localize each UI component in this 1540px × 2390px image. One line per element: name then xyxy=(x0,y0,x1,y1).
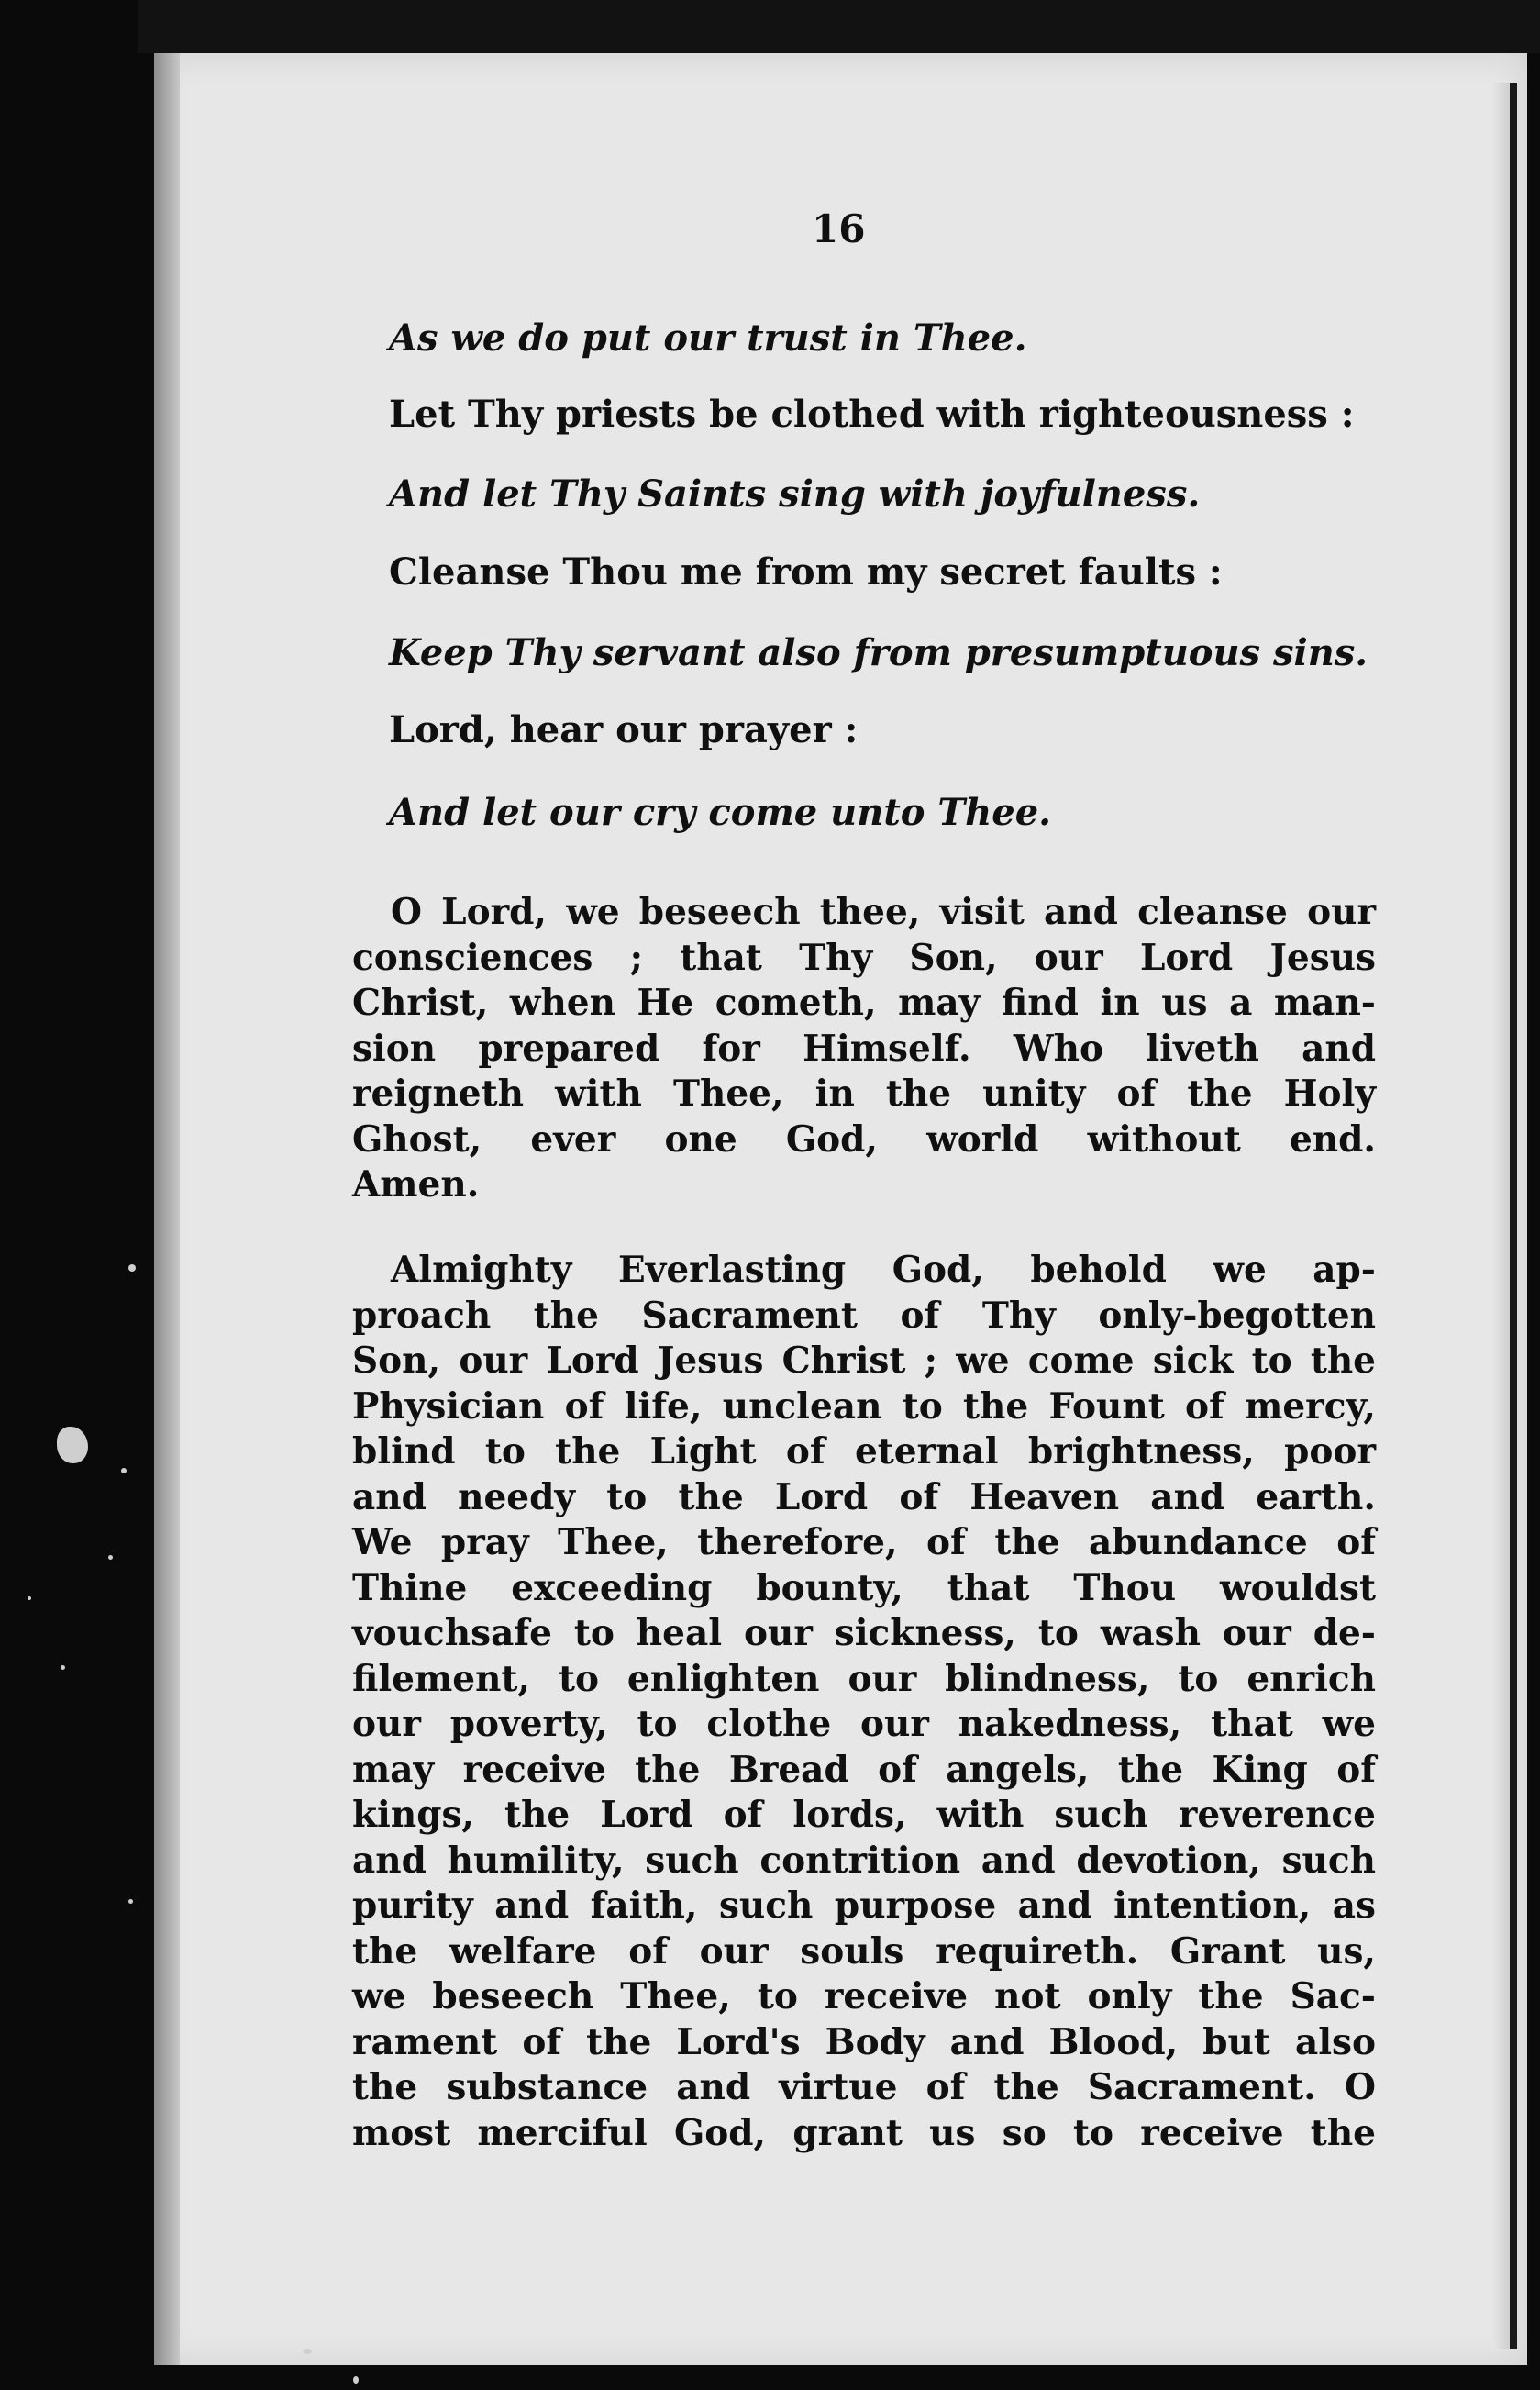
prayer-line: Christ, when He cometh, may find in us a man- xyxy=(352,982,1376,1024)
prayer-line: the welfare of our souls requireth. Grant us, xyxy=(352,1929,1376,1973)
versicle-line: Let Thy priests be clothed with righteousness : xyxy=(389,393,1355,436)
prayer-paragraph xyxy=(352,890,1376,1208)
dust-speck xyxy=(121,1468,127,1473)
prayer-line: Amen. xyxy=(352,1163,480,1206)
binding-gutter xyxy=(154,53,180,2365)
prayer-line: proach the Sacrament of Thy only-begotten xyxy=(352,1294,1376,1337)
prayer-line: the substance and virtue of the Sacrament. O xyxy=(352,2066,1376,2108)
prayer-paragraph xyxy=(352,1248,1376,2156)
prayer-line: Physician of life, unclean to the Fount of mercy, xyxy=(352,1384,1376,1428)
prayer-line: Almighty Everlasting God, behold we ap- xyxy=(391,1249,1376,1291)
prayer-line: rament of the Lord's Body and Blood, but also xyxy=(352,2020,1376,2063)
prayer-line: most merciful God, grant us so to receive the xyxy=(352,2111,1376,2154)
prayer-line: Son, our Lord Jesus Christ ; we come sick to the xyxy=(352,1340,1376,1382)
response-line: Keep Thy servant also from presumptuous sins. xyxy=(389,631,1368,674)
prayer-line: purity and faith, such purpose and intention, as xyxy=(352,1884,1376,1927)
prayer-line: vouchsafe to heal our sickness, to wash our de- xyxy=(352,1612,1376,1654)
versicle-line: Lord, hear our prayer : xyxy=(389,708,859,751)
prayer-line: consciences ; that Thy Son, our Lord Jesus xyxy=(352,936,1376,979)
dust-speck xyxy=(128,1899,133,1904)
dust-speck xyxy=(57,1427,88,1463)
dust-speck xyxy=(353,2376,359,2384)
prayer-line: filement, to enlighten our blindness, to enrich xyxy=(352,1657,1376,1700)
prayer-line: our poverty, to clothe our nakedness, that we xyxy=(352,1703,1376,1745)
response-line: And let Thy Saints sing with joyfulness. xyxy=(389,472,1201,516)
prayer-line: reigneth with Thee, in the unity of the Holy xyxy=(352,1073,1376,1115)
prayer-line: and humility, such contrition and devotion, such xyxy=(352,1839,1376,1882)
dust-speck xyxy=(28,1596,31,1600)
page-right-shadow xyxy=(1491,83,1510,2349)
prayer-line: O Lord, we beseech thee, visit and cleanse our xyxy=(391,891,1376,933)
prayer-line: sion prepared for Himself. Who liveth and xyxy=(352,1027,1376,1070)
prayer-line: may receive the Bread of angels, the King of xyxy=(352,1748,1376,1791)
page-number: 16 xyxy=(812,206,866,251)
versicle-line: Cleanse Thou me from my secret faults : xyxy=(389,550,1223,594)
prayer-line: blind to the Light of eternal brightness, poor xyxy=(352,1430,1376,1473)
dust-speck xyxy=(128,1264,136,1272)
prayer-line: and needy to the Lord of Heaven and earth. xyxy=(352,1475,1376,1518)
dust-speck xyxy=(303,2349,312,2354)
dust-speck xyxy=(108,1555,113,1560)
prayer-line: We pray Thee, therefore, of the abundance of xyxy=(352,1521,1376,1563)
dust-speck xyxy=(61,1665,65,1670)
prayer-line: Thine exceeding bounty, that Thou wouldst xyxy=(352,1566,1376,1609)
prayer-line: kings, the Lord of lords, with such reverence xyxy=(352,1794,1376,1836)
response-line: As we do put our trust in Thee. xyxy=(389,317,1027,360)
scan-top-border xyxy=(138,0,1540,53)
page-right-edge xyxy=(1510,83,1517,2349)
prayer-line: Ghost, ever one God, world without end. xyxy=(352,1117,1376,1161)
response-line: And let our cry come unto Thee. xyxy=(389,791,1052,834)
prayer-line: we beseech Thee, to receive not only the Sac- xyxy=(352,1975,1376,2018)
